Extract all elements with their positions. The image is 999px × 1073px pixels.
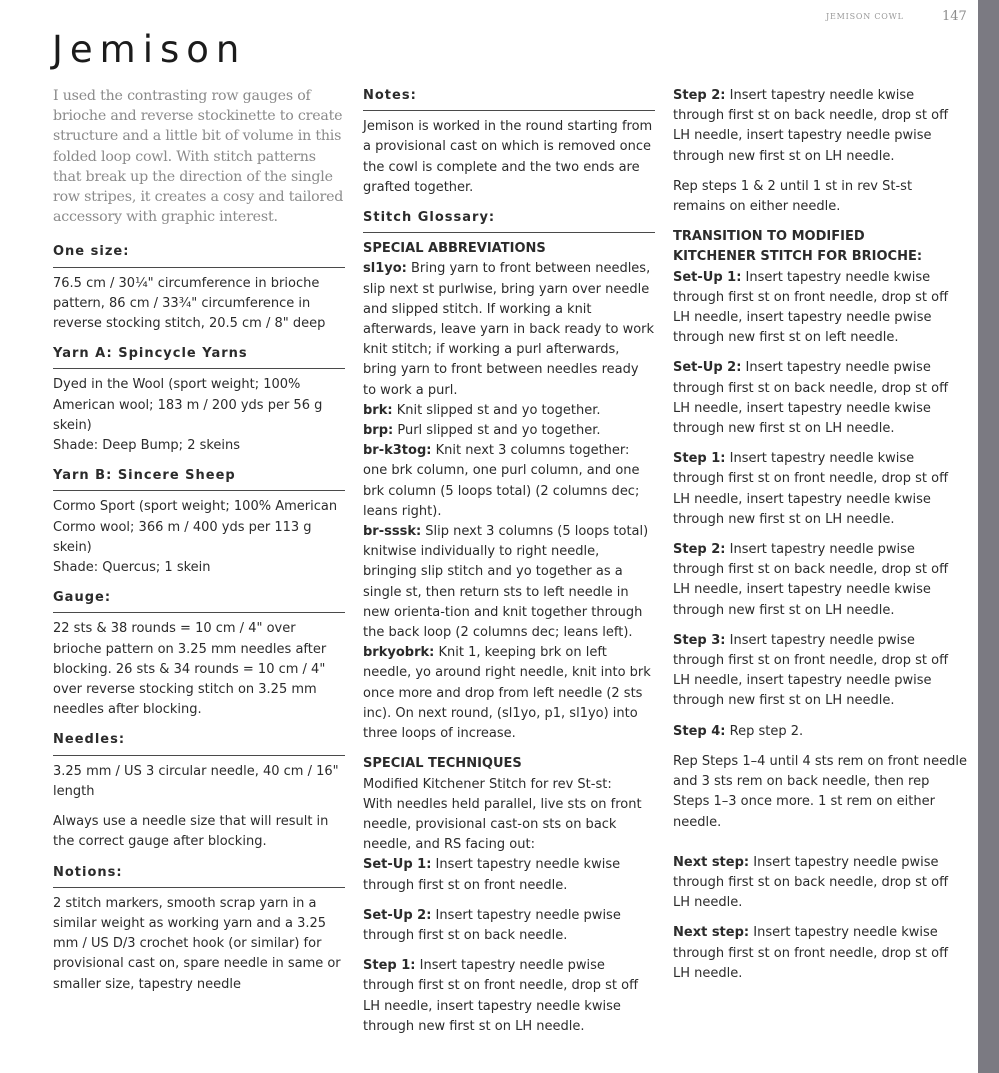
step-text: Insert tapestry needle kwise through first st on front needle, drop st off LH needle. <box>673 925 949 981</box>
step-text: Insert tapestry needle pwise through first st on back needle. <box>363 907 621 943</box>
page-edge-bar <box>978 0 999 1073</box>
technique-step <box>363 956 655 1037</box>
transition-step <box>673 268 967 349</box>
needles-note: Always use a needle size that will result in the correct gauge after blocking. <box>53 814 329 850</box>
step-text: Insert tapestry needle pwise through first st on back needle, drop st off LH needle. <box>673 854 949 911</box>
techniques-heading: SPECIAL TECHNIQUES <box>363 756 522 772</box>
yarn-a-heading: Yarn A: Spincycle Yarns <box>53 344 345 369</box>
step-text: Insert tapestry needle pwise through first st on front needle, drop st off LH needle, insert tapestry needle kwise through new first st on LH needle. <box>363 958 639 1034</box>
abbreviation-definition: Slip next 3 columns (5 loops total) knitwise individually to right needle, bringing slip stitch and yo together as a single st, then return sts to left needle in new orienta-tion and knit together through the back loop (2 columns dec; leans left). <box>363 524 649 641</box>
page-number: 147 <box>942 9 967 24</box>
transition-heading <box>673 227 967 267</box>
notions-heading: Notions: <box>53 863 345 888</box>
notes-text: Jemison is worked in the round starting from a provisional cast on which is removed once the cowl is complete and the two ends are grafted together. <box>363 119 653 195</box>
column-left <box>53 86 345 1005</box>
notes-heading: Notes: <box>363 86 655 111</box>
step-text: Insert tapestry needle pwise through first st on back needle, drop st off LH needle, insert tapestry needle kwise through new first st on LH needle. <box>673 360 949 437</box>
glossary-heading: Stitch Glossary: <box>363 208 655 233</box>
transition-step <box>673 722 967 742</box>
size-heading: One size: <box>53 242 345 267</box>
needles-heading: Needles: <box>53 730 345 755</box>
step-term: Step 1: <box>363 958 416 974</box>
abbreviation-definition: Bring yarn to front between needles, slip next st purlwise, bring yarn over needle and slipped stitch. If working a knit afterwards, leave yarn in back ready to work knit stitch; if working a purl afterwards, bring yarn to front between needles ready to work a purl. <box>363 261 655 398</box>
size-text: 76.5 cm / 30¼" circumference in brioche pattern, 86 cm / 33¾" circumference in reverse stocking stitch, 20.5 cm / 8" deep <box>53 275 326 332</box>
abbreviation-entry <box>363 441 655 522</box>
step-term: Step 2: <box>673 88 726 103</box>
techniques-subtitle: Modified Kitchener Stitch for rev St-st: <box>363 776 612 792</box>
yarn-a-shade: Shade: Deep Bump; 2 skeins <box>53 438 241 454</box>
step-term: Set-Up 2: <box>363 907 432 923</box>
abbreviation-term: br-sssk: <box>363 524 422 540</box>
abbreviation-entry <box>363 522 655 643</box>
step-text: Insert tapestry needle kwise through first st on front needle, drop st off LH needle, insert tapestry needle kwise through new first st on LH needle. <box>673 451 949 527</box>
step-term: Next step: <box>673 925 750 941</box>
transition-step <box>673 631 967 712</box>
abbreviation-term: sl1yo: <box>363 261 407 277</box>
step-text: Insert tapestry needle kwise through first st on front needle. <box>363 857 621 893</box>
yarn-b-heading: Yarn B: Sincere Sheep <box>53 466 345 491</box>
column-middle <box>363 86 655 1047</box>
step-text: Insert tapestry needle kwise through first st on front needle, drop st off LH needle, insert tapestry needle pwise through new first st on left needle. <box>673 269 949 346</box>
abbreviation-entry <box>363 259 655 400</box>
abbreviation-term: brk: <box>363 402 393 418</box>
notions-text: 2 stitch markers, smooth scrap yarn in a similar weight as working yarn and a 3.25 mm / US D/3 crochet hook (or similar) for provisional cast on, spare needle in same or smaller size, tapestry needle <box>53 895 341 992</box>
transition-heading-line2: KITCHENER STITCH FOR BRIOCHE: <box>673 249 923 265</box>
step-text: Insert tapestry needle pwise through first st on back needle, drop st off LH needle, insert tapestry needle kwise through new first st on LH needle. <box>673 542 949 618</box>
step-term: Set-Up 1: <box>363 857 432 873</box>
gauge-text: 22 sts & 38 rounds = 10 cm / 4" over brioche pattern on 3.25 mm needles after blocking. 26 sts & 34 rounds = 10 cm / 4" over reverse stocking stitch on 3.25 mm needles after blocking. <box>53 621 327 718</box>
step-text: Insert tapestry needle pwise through first st on front needle, drop st off LH needle, insert tapestry needle pwise through new first st on LH needle. <box>673 632 949 709</box>
step-term: Step 1: <box>673 451 726 467</box>
pattern-title: Jemison <box>52 28 247 71</box>
transition-step <box>673 540 967 621</box>
abbreviation-term: br-k3tog: <box>363 443 432 459</box>
abbreviation-definition: Purl slipped st and yo together. <box>393 423 601 439</box>
transition-step <box>673 449 967 530</box>
step-term: Next step: <box>673 854 750 870</box>
next-step <box>673 853 967 914</box>
step-term: Set-Up 1: <box>673 269 742 285</box>
technique-repeat: Rep steps 1 & 2 until 1 st in rev St-st remains on either needle. <box>673 178 913 215</box>
technique-step <box>363 906 655 946</box>
step-term: Step 3: <box>673 632 726 648</box>
yarn-b-text: Cormo Sport (sport weight; 100% American Cormo wool; 366 m / 400 yds per 113 g skein) <box>53 499 338 555</box>
technique-step <box>673 86 967 167</box>
yarn-b-shade: Shade: Quercus; 1 skein <box>53 560 211 576</box>
step-term: Set-Up 2: <box>673 360 742 376</box>
abbreviation-entry <box>363 401 655 421</box>
abbreviation-entry <box>363 421 655 441</box>
technique-step <box>363 855 655 895</box>
step-term: Step 4: <box>673 723 726 739</box>
step-text: Rep step 2. <box>725 723 804 739</box>
column-right <box>673 86 967 994</box>
needles-text: 3.25 mm / US 3 circular needle, 40 cm / 16" length <box>53 763 339 799</box>
abbreviation-definition: Knit 1, keeping brk on left needle, yo around right needle, knit into brk once more and drop from left needle (2 sts inc). On next round, (sl1yo, p1, sl1yo) into three loops of increase. <box>363 645 651 742</box>
abbreviation-entry <box>363 643 655 744</box>
step-text: Insert tapestry needle kwise through first st on back needle, drop st off LH needle, insert tapestry needle pwise through new first st on LH needle. <box>673 88 949 164</box>
running-header: JEMISON COWL <box>826 12 904 21</box>
transition-repeat: Rep Steps 1–4 until 4 sts rem on front needle and 3 sts rem on back needle, then rep Steps 1–3 once more. 1 st rem on either needle. <box>673 753 967 830</box>
abbreviations-heading: SPECIAL ABBREVIATIONS <box>363 241 546 257</box>
step-term: Step 2: <box>673 542 726 558</box>
transition-step <box>673 358 967 439</box>
next-step <box>673 923 967 984</box>
abbreviation-term: brp: <box>363 423 394 439</box>
transition-heading-line1: TRANSITION TO MODIFIED <box>673 229 865 245</box>
abbreviation-term: brkyobrk: <box>363 645 435 661</box>
yarn-a-text: Dyed in the Wool (sport weight; 100% American wool; 183 m / 200 yds per 56 g skein) <box>53 377 323 433</box>
intro-paragraph: I used the contrasting row gauges of brioche and reverse stockinette to create structure and a little bit of volume in this folded loop cowl. With stitch patterns that break up the direction of the single row stripes, it creates a cosy and tailored accessory with graphic interest. <box>53 88 344 226</box>
abbreviation-definition: Knit next 3 columns together: one brk column, one purl column, and one brk column (5 loops total) (2 columns dec; leans right). <box>363 443 640 519</box>
gauge-heading: Gauge: <box>53 588 345 613</box>
abbreviation-definition: Knit slipped st and yo together. <box>392 402 601 418</box>
techniques-intro: With needles held parallel, live sts on front needle, provisional cast-on sts on back needle, and RS facing out: <box>363 796 642 853</box>
